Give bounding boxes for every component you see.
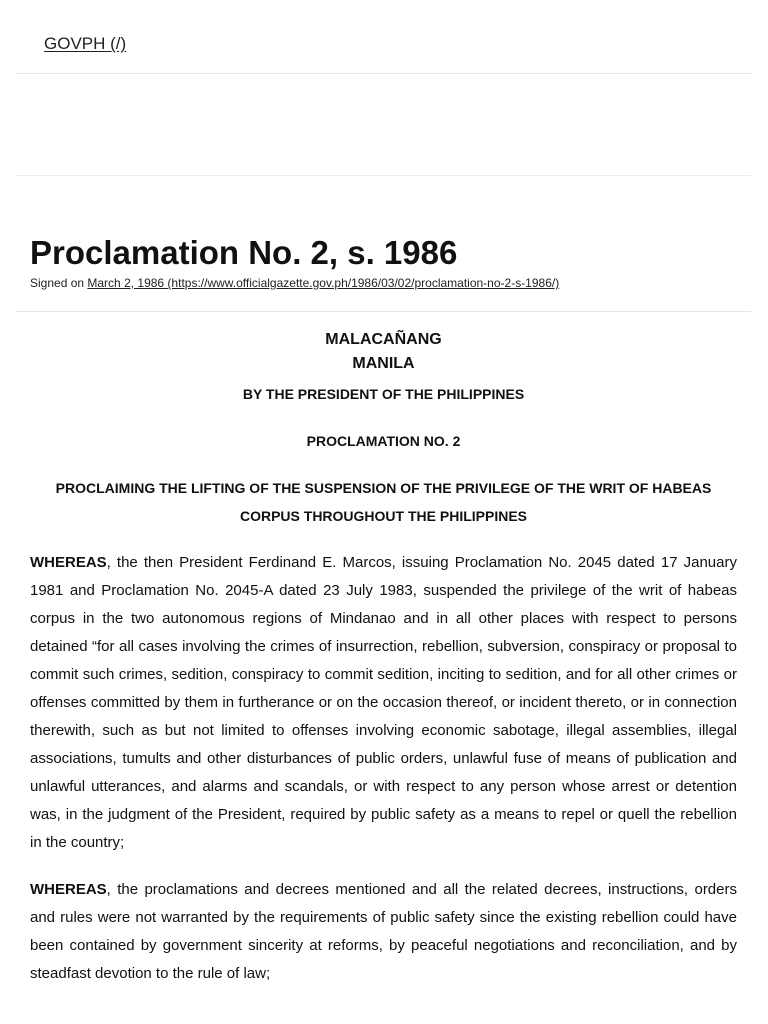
whereas-paragraph-2: [30, 876, 737, 988]
paragraph-text: , the then President Ferdinand E. Marcos, issuing Proclamation No. 2045 dated 17 January 1981 and Proclamation No. 2045-A dated 23 July 1983, suspended the privilege of the writ of habeas corpus in the two autonomous regions of Mindanao and in all other places with respect to persons detained “for all cases involving the crimes of insurrection, rebellion, subversion, conspiracy or proposal to commit such crimes, sedition, conspiracy to commit sedition, inciting to sedition, and for all other crimes or offenses committed by them in furtherance or on the occasion thereof, or incident thereto, or in connection therewith, such as but not limited to offenses involving economic sabotage, illegal assemblies, illegal associations, tumults and other disturbances of public orders, unlawful fuse of means of publication and unlawful utterances, and alarms and scandals, or with respect to any person whose arrest or detention was, in the judgment of the President, required by public safety as a means to repel or quell the rebellion in the country;: [30, 554, 737, 851]
document-body: [30, 328, 737, 988]
manila-heading: MANILA: [352, 355, 415, 372]
govph-home-link[interactable]: GOVPH (/): [44, 34, 127, 53]
top-navigation-bar: [16, 0, 751, 74]
proclamation-title-heading: PROCLAIMING THE LIFTING OF THE SUSPENSION OF THE PRIVILEGE OF THE WRIT OF HABEAS CORPUS THROUGHOUT THE PHILIPPINES: [55, 480, 712, 524]
whereas-lead: WHEREAS: [30, 554, 107, 571]
signed-date-line: [30, 276, 559, 290]
whereas-lead: WHEREAS: [30, 881, 107, 898]
paragraph-text: , the proclamations and decrees mentioned and all the related decrees, instructions, orders and rules were not warranted by the requirements of public safety since the existing rebellion could have been contained by government sincerity at reforms, by peaceful negotiations and reconciliation, and by steadfast devotion to the rule of law;: [30, 881, 737, 982]
page-title: Proclamation No. 2, s. 1986: [30, 234, 458, 271]
banner-area: [16, 74, 751, 176]
malacanang-heading: MALACAÑANG: [325, 331, 442, 348]
article-header: [16, 176, 751, 312]
signed-prefix: Signed on: [30, 276, 88, 290]
signed-date-link[interactable]: March 2, 1986 (https://www.officialgazette.gov.ph/1986/03/02/proclamation-no-2-s-1986/): [87, 276, 560, 290]
proclamation-number-heading: PROCLAMATION NO. 2: [306, 433, 461, 449]
by-president-heading: BY THE PRESIDENT OF THE PHILIPPINES: [242, 386, 525, 402]
whereas-paragraph-1: [30, 549, 737, 857]
